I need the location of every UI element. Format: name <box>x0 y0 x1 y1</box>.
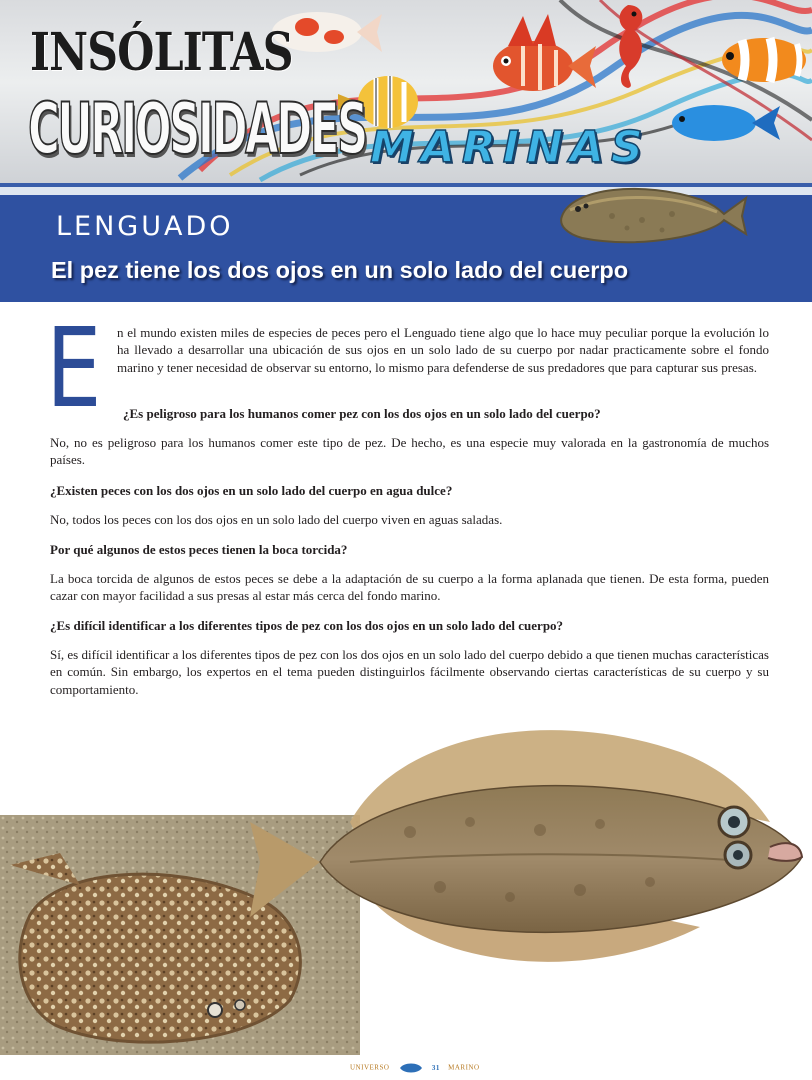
footer-logo <box>398 1062 424 1074</box>
question-heading: ¿Es difícil identificar a los diferentes tipos de pez con los dos ojos en un solo lado del cuerpo? <box>50 618 564 633</box>
question-heading: ¿Existen peces con los dos ojos en un solo lado del cuerpo en agua dulce? <box>50 483 453 498</box>
answer-paragraph: No, todos los peces con los dos ojos en un solo lado del cuerpo viven en aguas saladas. <box>50 512 503 527</box>
article-subtitle: El pez tiene los dos ojos en un solo lado del cuerpo <box>51 257 629 283</box>
drop-cap: E <box>46 304 102 432</box>
red-rockfish-icon <box>478 6 598 106</box>
footer-brand-right: MARINO <box>448 1063 480 1072</box>
question-heading: Por qué algunos de estos peces tienen la boca torcida? <box>50 542 348 557</box>
intro-paragraph: n el mundo existen miles de especies de peces pero el Lenguado tiene algo que lo hace muy peculiar porque la evolución lo ha llevado a desarrollar una ubicación de sus ojos en un solo lado de su cuerpo por nadar practicamente sobre el fondo marino y tener necesidad de observar su entorno, lo mismo para defenderse de sus predadores que para capturar sus presas. <box>117 325 769 375</box>
blue-damselfish-icon <box>664 98 780 148</box>
page-number: 31 <box>431 1063 440 1072</box>
header-title-marinas: MARINAS <box>370 122 650 173</box>
seahorse-icon <box>606 0 656 90</box>
header-title-curiosidades: CURIOSIDADES <box>28 88 366 170</box>
clownfish-icon <box>712 30 812 90</box>
answer-paragraph: La boca torcida de algunos de estos peces se debe a la adaptación de su cuerpo a la forma aplanada que tienen. De esta forma, pueden cazar con mayor facilidad a sus presas al estar más cerca del fondo marino. <box>50 571 769 604</box>
answer-paragraph: Sí, es difícil identificar a los diferentes tipos de pez con los dos ojos en un solo lado del cuerpo debido a que tienen muchas características en común. Sin embargo, los expertos en el tema pueden distinguirlos fácilmente observando ciertas características de su cuerpo y su comportamiento. <box>50 647 769 697</box>
header-title-insolitas: INSÓLITAS <box>30 22 293 83</box>
flounder-cutout-photo <box>250 712 810 987</box>
flatfish-icon <box>552 176 748 254</box>
footer-brand-left: UNIVERSO <box>350 1063 390 1072</box>
fish-logo-icon <box>398 1062 424 1074</box>
page-footer <box>350 1062 480 1074</box>
article-title: LENGUADO <box>56 211 234 242</box>
header-banner <box>0 0 812 183</box>
answer-paragraph: No, no es peligroso para los humanos comer este tipo de pez. De hecho, es una especie muy valorada en la gastronomía de muchos países. <box>50 435 769 468</box>
question-heading: ¿Es peligroso para los humanos comer pez con los dos ojos en un solo lado del cuerpo? <box>123 406 601 421</box>
